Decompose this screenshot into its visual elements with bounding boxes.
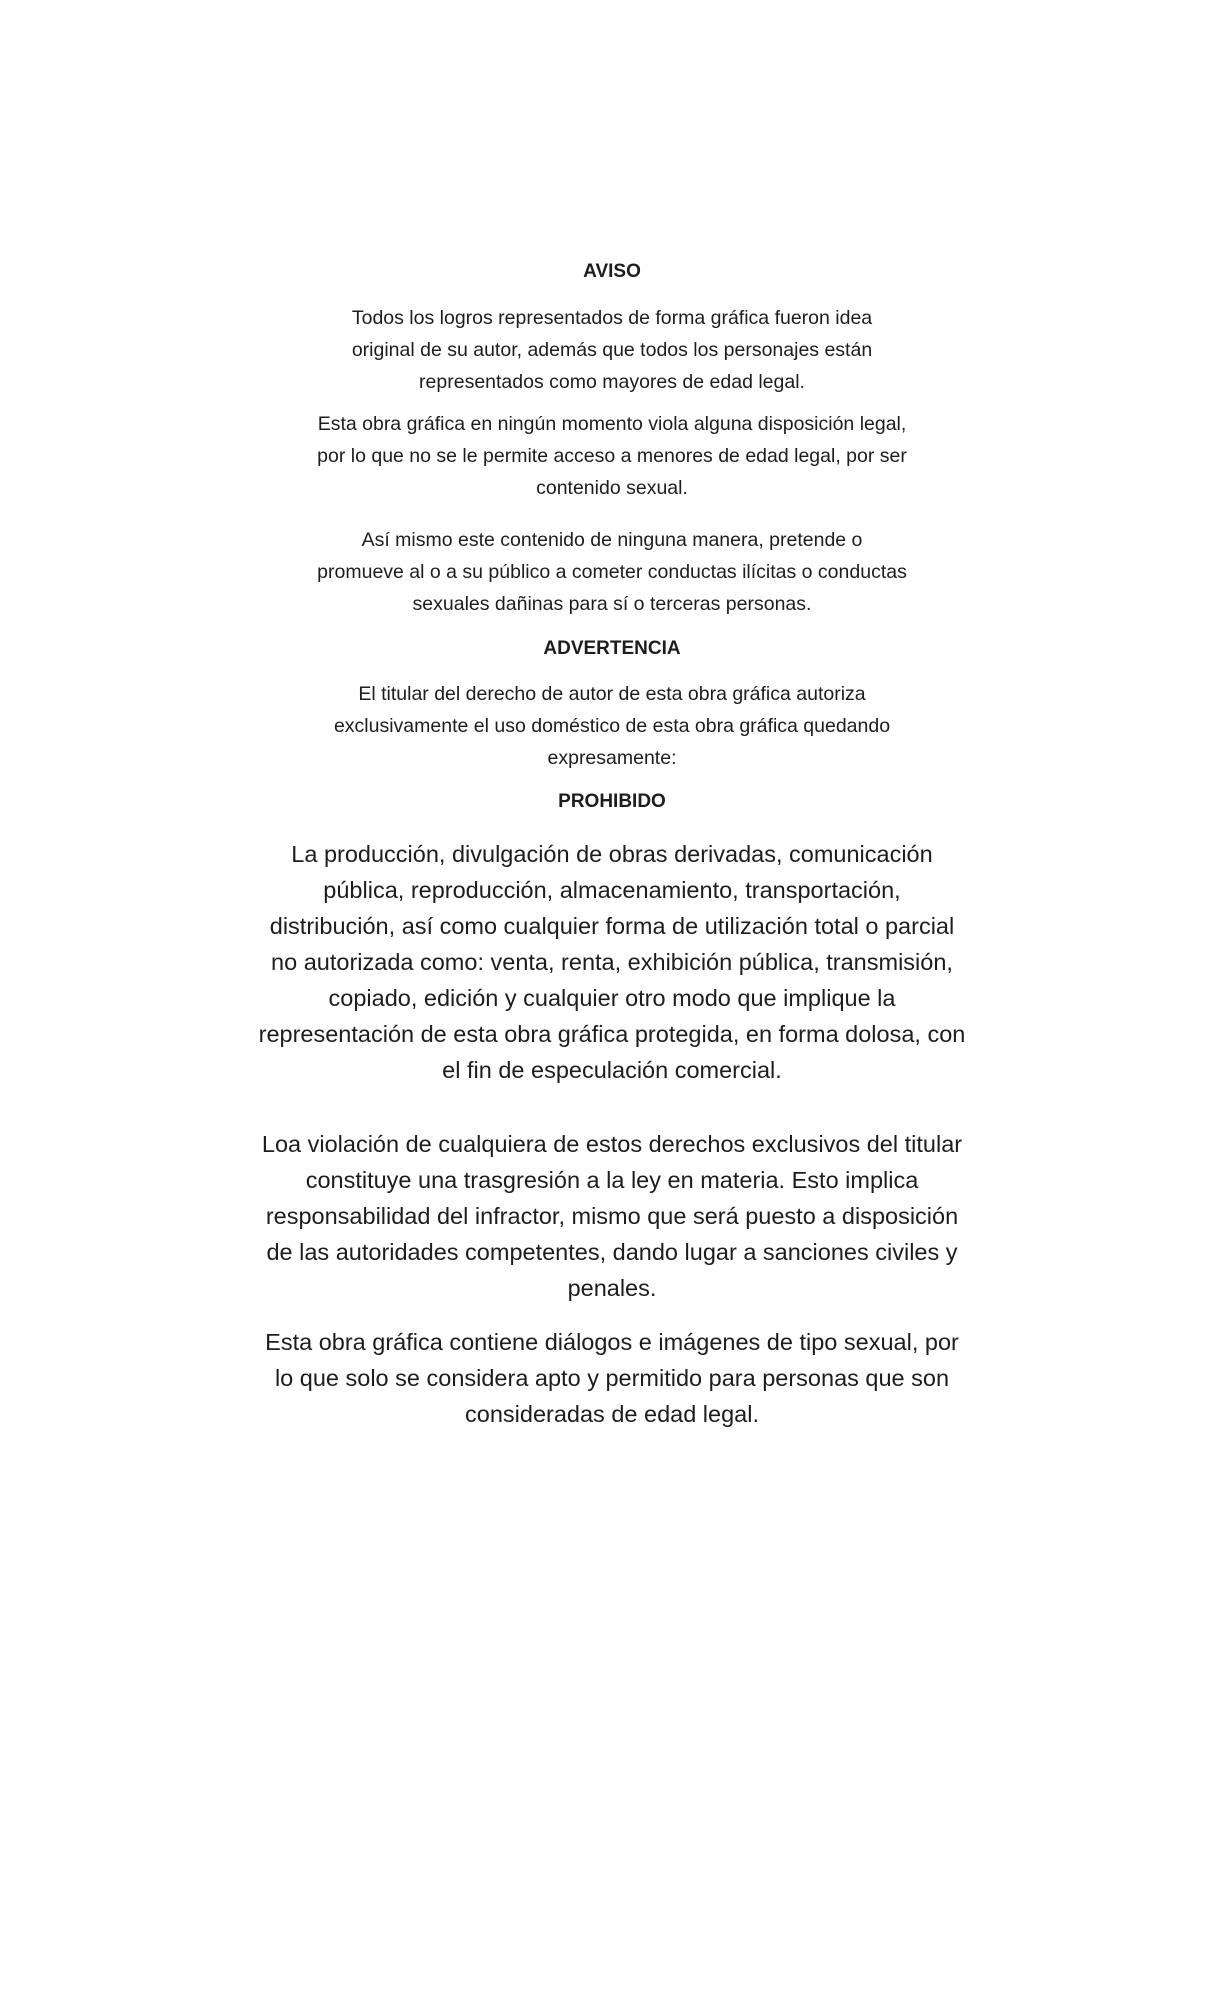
- text-line: por lo que no se le permite acceso a menores de edad legal, por ser: [317, 445, 907, 467]
- text-line: representación de esta obra gráfica protegida, en forma dolosa, con: [258, 1021, 966, 1047]
- text-line: penales.: [567, 1275, 657, 1301]
- advertencia-heading: ADVERTENCIA: [543, 638, 681, 659]
- text-line: Todos los logros representados de forma gráfica fueron idea: [351, 307, 873, 329]
- aviso-paragraph-2: [0, 408, 1224, 504]
- text-line: promueve al o a su público a cometer conductas ilícitas o conductas: [317, 561, 907, 583]
- text-line: copiado, edición y cualquier otro modo que implique la: [328, 985, 896, 1011]
- text-line: pública, reproducción, almacenamiento, transportación,: [323, 877, 901, 903]
- text-line: el fin de especulación comercial.: [442, 1057, 782, 1083]
- text-line: responsabilidad del infractor, mismo que será puesto a disposición: [265, 1203, 959, 1229]
- advertencia-paragraph: [0, 678, 1224, 774]
- text-line: exclusivamente el uso doméstico de esta obra gráfica quedando: [333, 715, 891, 737]
- text-line: lo que solo se considera apto y permitido para personas que son: [274, 1365, 950, 1391]
- text-line: Esta obra gráfica contiene diálogos e imágenes de tipo sexual, por: [265, 1329, 959, 1355]
- prohibido-paragraph-1: [0, 836, 1224, 1088]
- text-line: La producción, divulgación de obras derivadas, comunicación: [291, 841, 933, 867]
- prohibido-paragraph-2: [0, 1126, 1224, 1306]
- text-line: Esta obra gráfica en ningún momento viola alguna disposición legal,: [317, 413, 907, 435]
- prohibido-paragraph-3: [0, 1324, 1224, 1432]
- text-line: consideradas de edad legal.: [465, 1401, 759, 1427]
- text-line: de las autoridades competentes, dando lugar a sanciones civiles y: [266, 1239, 958, 1265]
- text-line: sexuales dañinas para sí o terceras personas.: [412, 593, 812, 615]
- text-line: constituye una trasgresión a la ley en materia. Esto implica: [305, 1167, 919, 1193]
- aviso-paragraph-1: [0, 302, 1224, 398]
- text-line: contenido sexual.: [536, 477, 688, 499]
- aviso-heading: AVISO: [583, 261, 641, 282]
- text-line: expresamente:: [547, 747, 677, 769]
- text-line: Loa violación de cualquiera de estos derechos exclusivos del titular: [261, 1131, 963, 1157]
- aviso-paragraph-3: [0, 524, 1224, 620]
- text-line: distribución, así como cualquier forma de utilización total o parcial: [269, 913, 955, 939]
- text-line: original de su autor, además que todos los personajes están: [351, 339, 873, 361]
- text-line: Así mismo este contenido de ninguna manera, pretende o: [361, 529, 863, 551]
- text-line: representados como mayores de edad legal.: [419, 371, 805, 393]
- text-line: El titular del derecho de autor de esta obra gráfica autoriza: [358, 683, 866, 705]
- text-line: no autorizada como: venta, renta, exhibición pública, transmisión,: [271, 949, 953, 975]
- prohibido-heading: PROHIBIDO: [558, 791, 666, 812]
